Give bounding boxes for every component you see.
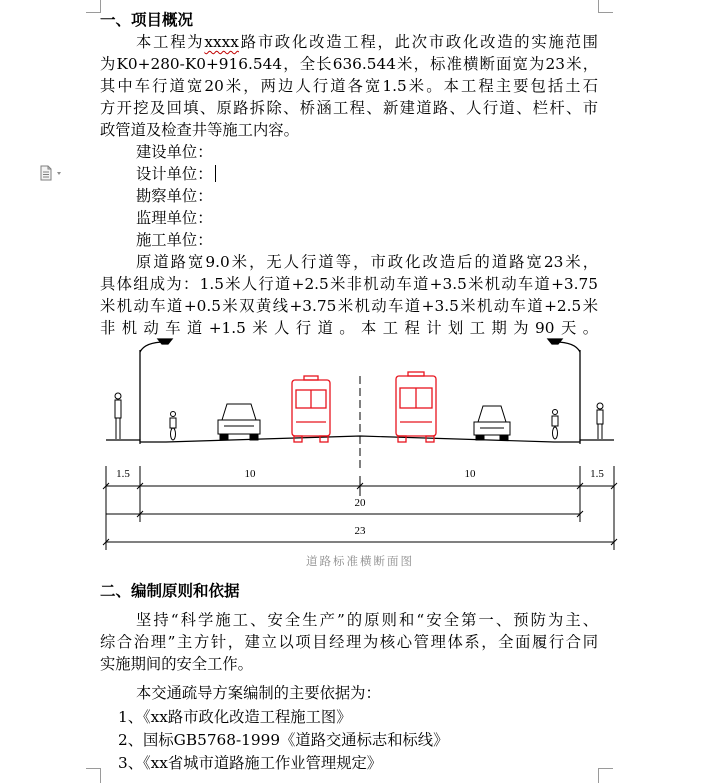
dimension-label: 20 <box>354 497 366 509</box>
dimension-label: 1.5 <box>590 468 604 480</box>
basis-item: 1、《xx路市政化改造工程施工图》 <box>118 708 352 726</box>
unit-label-supervision: 监理单位： <box>136 209 213 227</box>
street-lamp-icon <box>548 339 580 440</box>
car-icon <box>218 404 260 440</box>
paste-options-icon[interactable] <box>40 165 66 181</box>
pedestrian-icon <box>597 403 603 439</box>
dimension-label: 10 <box>244 468 256 480</box>
paragraph-line: 政管道及检查井等施工内容。 <box>100 121 299 139</box>
paragraph-line: 原道路宽9.0米，无人行道等，市政化改造后的道路宽23米， <box>136 253 598 271</box>
text-cursor <box>215 165 217 182</box>
paragraph-line: 米机动车道+0.5米双黄线+3.75米机动车道+3.5米机动车道+2.5米 <box>100 297 598 315</box>
paragraph-line: 具体组成为：1.5米人行道+2.5米非机动车道+3.5米机动车道+3.75 <box>100 275 598 293</box>
section-heading: 二、编制原则和依据 <box>100 582 240 600</box>
section-heading: 一、项目概况 <box>100 11 194 29</box>
paragraph-line: 其中车行道宽20米，两边人行道各宽1.5米。本工程主要包括土石 <box>100 77 598 95</box>
paragraph-line: 非机动车道+1.5米人行道。本工程计划工期为90天。 <box>100 319 598 337</box>
dimension-label: 23 <box>354 525 366 537</box>
bus-icon <box>396 372 436 442</box>
pedestrian-icon <box>115 393 121 439</box>
basis-item: 2、国标GB5768-1999《道路交通标志和标线》 <box>118 731 449 749</box>
dimension-label: 10 <box>464 468 476 480</box>
margin-corner-mark <box>598 0 613 13</box>
paragraph-line: 为K0+280-K0+916.544，全长636.544米，标准横断面宽为23米， <box>100 55 598 73</box>
cyclist-icon <box>552 410 558 440</box>
road-cross-section-figure <box>100 336 620 576</box>
unit-label-survey: 勘察单位： <box>136 187 213 205</box>
bus-icon <box>292 376 330 442</box>
paragraph-line: 坚持“科学施工、安全生产”的原则和“安全第一、预防为主、 <box>136 611 598 629</box>
margin-corner-mark <box>86 0 101 13</box>
car-icon <box>474 406 510 440</box>
paragraph-line: 本工程为xxxx路市政化改造工程，此次市政化改造的实施范围 <box>136 33 598 51</box>
basis-item: 3、《xx省城市道路施工作业管理规定》 <box>118 754 383 772</box>
basis-intro: 本交通疏导方案编制的主要依据为： <box>136 684 381 702</box>
paragraph-line: 实施期间的安全工作。 <box>100 655 253 673</box>
dimension-label: 1.5 <box>116 468 130 480</box>
paragraph-line: 综合治理”主方针，建立以项目经理为核心管理体系，全面履行合同 <box>100 633 598 651</box>
unit-label-construction: 建设单位： <box>136 143 213 161</box>
figure-caption: 道路标准横断面图 <box>306 554 414 568</box>
spellcheck-underline: xxxx <box>204 33 239 51</box>
unit-label-contractor: 施工单位： <box>136 231 213 249</box>
cyclist-icon <box>170 412 176 441</box>
paragraph-line: 方开挖及回填、原路拆除、桥涵工程、新建道路、人行道、栏杆、市 <box>100 99 598 117</box>
unit-label-design[interactable]: 设计单位： <box>136 163 216 185</box>
street-lamp-icon <box>140 339 172 440</box>
